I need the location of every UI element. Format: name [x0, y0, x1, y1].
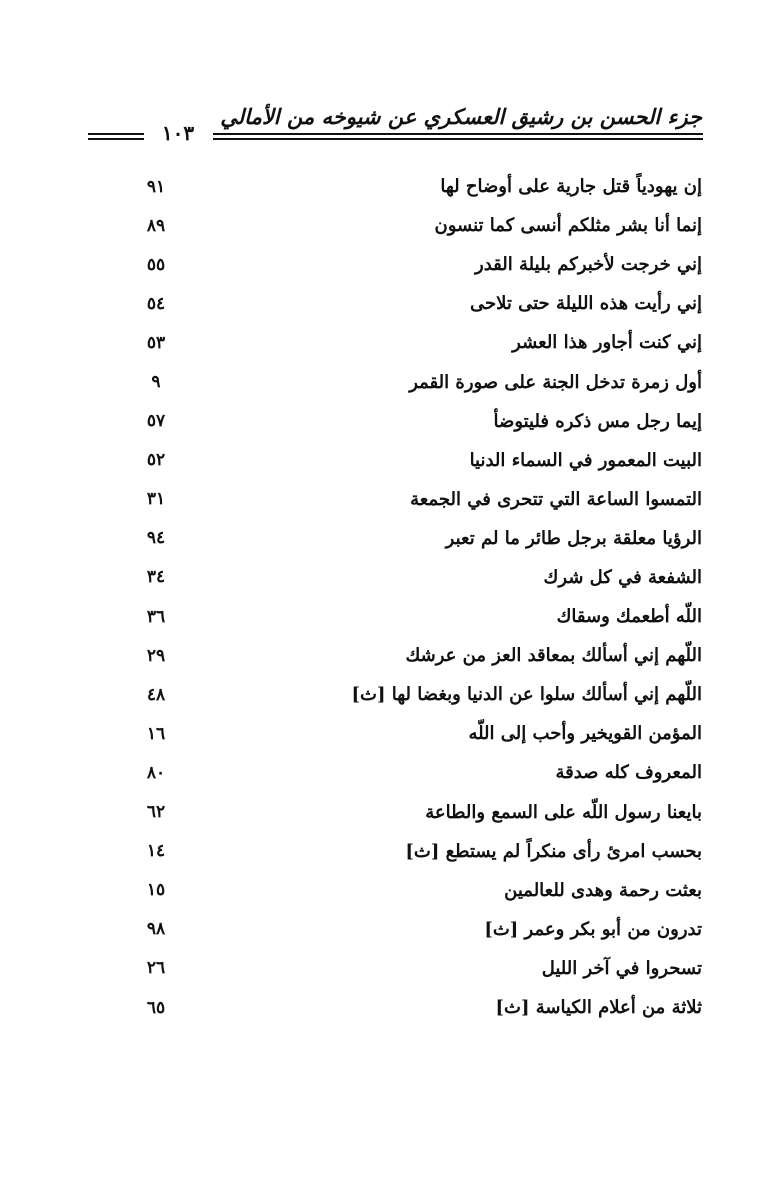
- entry-page-number: ٩٨: [146, 919, 166, 940]
- entry-page-number: ٤٨: [146, 684, 166, 705]
- entry-page-number: ٥٢: [146, 450, 166, 471]
- entry-page-number: ٩١: [146, 176, 166, 197]
- entry-page-number: ٥٥: [146, 254, 166, 275]
- index-entry: [130, 675, 702, 714]
- entry-text: البيت المعمور في السماء الدنيا: [469, 449, 702, 471]
- index-entry: [130, 245, 702, 284]
- page-number: ١٠٣: [161, 121, 195, 145]
- entry-text: ثلاثة من أعلام الكياسة [ث]: [495, 997, 702, 1019]
- entry-text: اللّهم إني أسألك بمعاقد العز من عرشك: [405, 645, 702, 667]
- page-number-rule: [88, 133, 144, 140]
- entry-page-number: ٢٦: [146, 958, 166, 979]
- entry-page-number: ٣٤: [146, 567, 166, 588]
- index-entry: [130, 949, 702, 988]
- index-entry: [130, 558, 702, 597]
- index-entry: [130, 362, 702, 401]
- running-title: جزء الحسن بن رشيق العسكري عن شيوخه من الأمالي: [220, 104, 702, 129]
- index-entry: [130, 323, 702, 362]
- entry-text: إن يهودياً قتل جارية على أوضاح لها: [440, 176, 702, 198]
- entry-page-number: ٨٠: [146, 762, 166, 783]
- entry-text: إني خرجت لأخبركم بليلة القدر: [475, 254, 702, 276]
- entry-page-number: ٩: [151, 372, 161, 393]
- entry-text: تسحروا في آخر الليل: [541, 957, 702, 979]
- index-entry: [130, 402, 702, 441]
- index-list: [130, 167, 702, 1027]
- entry-text: الرؤيا معلقة برجل طائر ما لم تعبر: [445, 527, 702, 549]
- entry-text: اللّهم إني أسألك سلوا عن الدنيا وبغضا لها [ث]: [351, 684, 702, 706]
- entry-page-number: ٣١: [146, 489, 166, 510]
- entry-text: بعثت رحمة وهدى للعالمين: [504, 879, 702, 901]
- index-entry: [130, 206, 702, 245]
- entry-text: الشفعة في كل شرك: [543, 566, 702, 588]
- entry-page-number: ٢٩: [146, 645, 166, 666]
- entry-page-number: ٩٤: [146, 528, 166, 549]
- index-entry: [130, 284, 702, 323]
- entry-text: المؤمن القويخير وأحب إلى اللّه: [468, 723, 702, 745]
- entry-text: بحسب امرئ رأى منكراً لم يستطع [ث]: [405, 840, 702, 862]
- index-entry: [130, 910, 702, 949]
- entry-text: المعروف كله صدقة: [555, 762, 702, 784]
- entry-page-number: ٨٩: [146, 215, 166, 236]
- index-entry: [130, 441, 702, 480]
- entry-text: التمسوا الساعة التي تتحرى في الجمعة: [410, 488, 702, 510]
- index-entry: [130, 871, 702, 910]
- entry-text: إنما أنا بشر مثلكم أنسى كما تنسون: [434, 215, 702, 237]
- entry-text: أول زمرة تدخل الجنة على صورة القمر: [409, 371, 702, 393]
- index-entry: [130, 832, 702, 871]
- index-entry: [130, 793, 702, 832]
- header-rule: [213, 133, 703, 140]
- entry-text: إني كنت أجاور هذا العشر: [512, 332, 702, 354]
- entry-page-number: ١٦: [146, 723, 166, 744]
- index-entry: [130, 753, 702, 792]
- entry-text: اللّه أطعمك وسقاك: [556, 606, 702, 628]
- index-entry: [130, 636, 702, 675]
- entry-page-number: ١٤: [146, 841, 166, 862]
- index-entry: [130, 597, 702, 636]
- entry-page-number: ١٥: [146, 880, 166, 901]
- entry-page-number: ٥٧: [146, 411, 166, 432]
- entry-text: إني رأيت هذه الليلة حتى تلاحى: [469, 293, 702, 315]
- index-entry: [130, 519, 702, 558]
- index-entry: [130, 480, 702, 519]
- index-entry: [130, 714, 702, 753]
- entry-text: بايعنا رسول اللّه على السمع والطاعة: [425, 801, 702, 823]
- entry-page-number: ٦٥: [146, 997, 166, 1018]
- entry-page-number: ٦٢: [146, 802, 166, 823]
- index-entry: [130, 167, 702, 206]
- index-entry: [130, 988, 702, 1027]
- entry-page-number: ٥٤: [146, 293, 166, 314]
- entry-text: إيما رجل مس ذكره فليتوضأ: [493, 410, 702, 432]
- entry-page-number: ٣٦: [146, 606, 166, 627]
- entry-text: تدرون من أبو بكر وعمر [ث]: [484, 918, 702, 940]
- entry-page-number: ٥٣: [146, 332, 166, 353]
